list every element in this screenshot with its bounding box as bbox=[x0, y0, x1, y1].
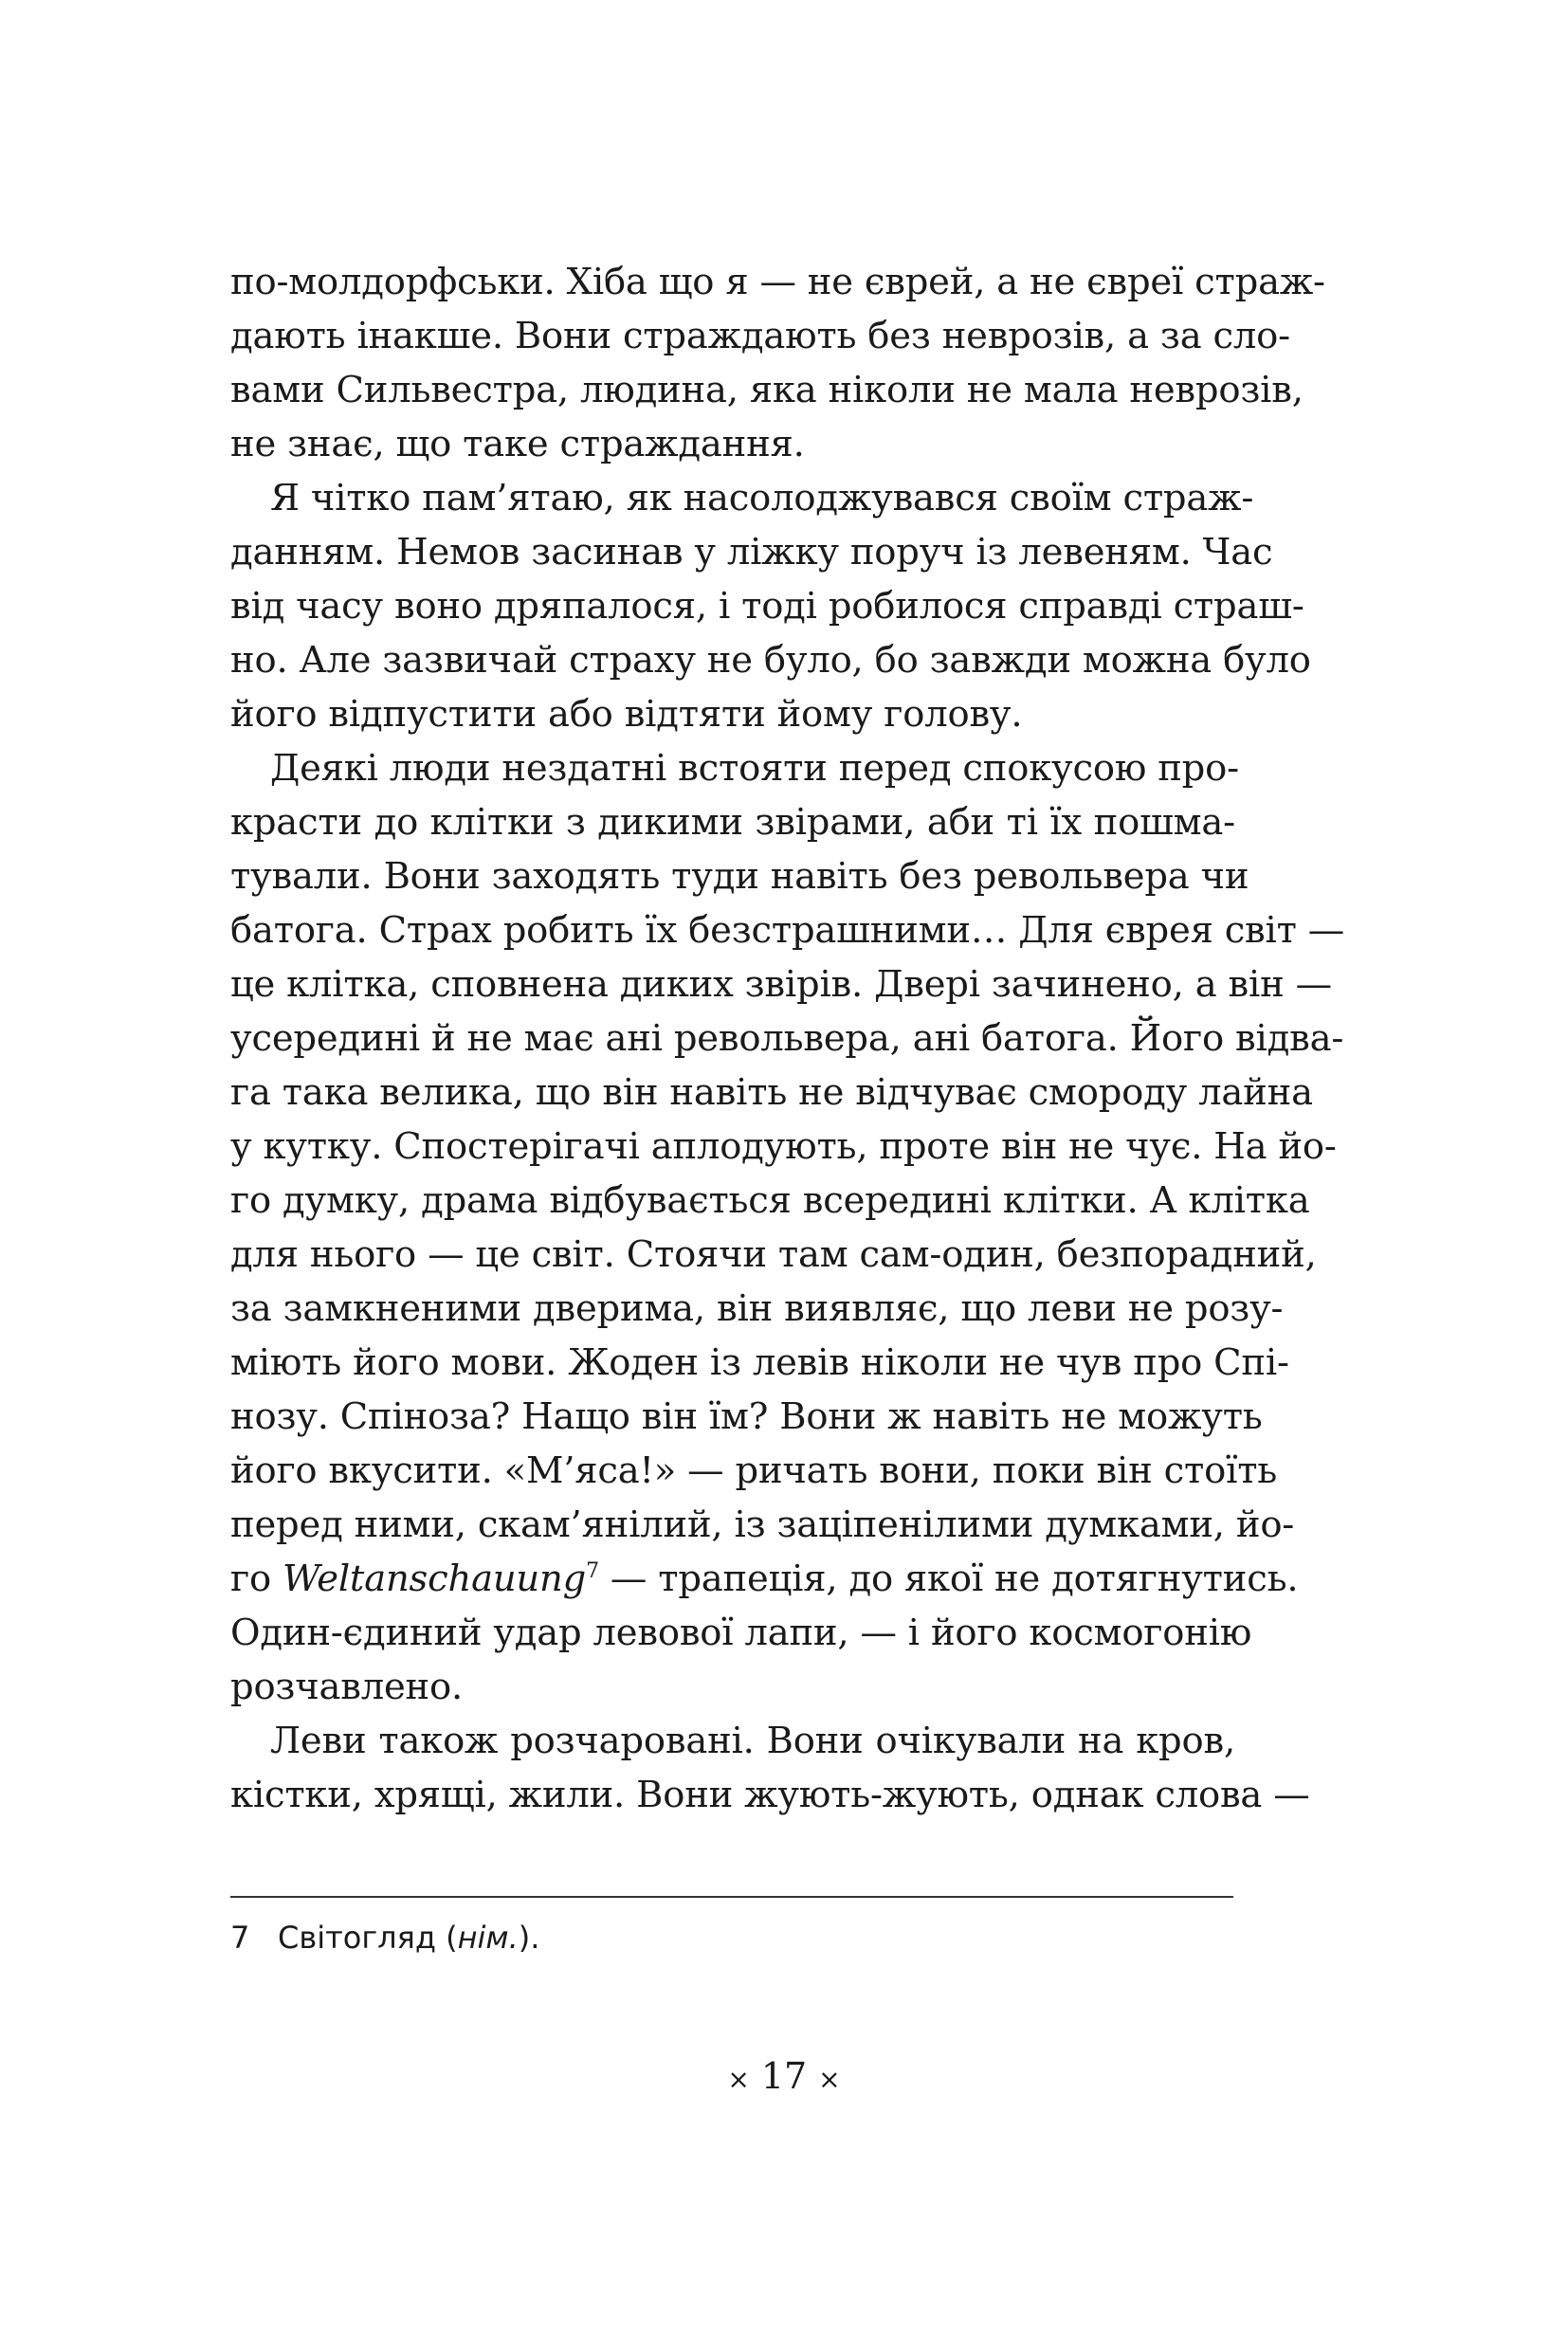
text-line: вами Сильвестра, людина, яка ніколи не мала неврозів, bbox=[230, 369, 1304, 411]
text-line: розчавлено. bbox=[230, 1666, 464, 1708]
text-line: його відпустити або відтяти йому голову. bbox=[230, 693, 1023, 736]
text-line: тували. Вони заходять туди навіть без револьвера чи bbox=[230, 855, 1249, 898]
text-line: Деякі люди нездатні встояти перед спокусою про- bbox=[270, 747, 1239, 790]
page-number: 17 bbox=[760, 2055, 808, 2097]
footnote-close: ). bbox=[518, 1920, 540, 1956]
text-line: за замкненими дверима, він виявляє, що леви не розу- bbox=[230, 1287, 1284, 1330]
footnote-ref: 7 bbox=[586, 1559, 599, 1583]
text-line: кістки, хрящі, жили. Вони жують-жують, однак слова — bbox=[230, 1774, 1310, 1816]
text-line: для нього — це світ. Стоячи там сам-один, безпорадний, bbox=[230, 1233, 1317, 1276]
text-line: го думку, драма відбувається всередині клітки. А клітка bbox=[230, 1179, 1310, 1222]
footnote-divider bbox=[230, 1896, 1233, 1898]
text-line: це клітка, сповнена диких звірів. Двері зачинено, а він — bbox=[230, 963, 1332, 1006]
ornament-left-icon: × bbox=[727, 2064, 750, 2095]
text-run: — трапеція, до якої не дотягнутись. bbox=[610, 1558, 1299, 1600]
text-line: від часу воно дряпалося, і тоді робилося справді страш- bbox=[230, 585, 1304, 628]
text-line: Леви також розчаровані. Вони очікували на кров, bbox=[270, 1720, 1235, 1762]
text-line: га така велика, що він навіть не відчуває смороду лайна bbox=[230, 1071, 1313, 1114]
text-line: данням. Немов засинав у ліжку поруч із левеням. Час bbox=[230, 531, 1273, 574]
text-line: перед ними, скам’янілий, із заціпенілими думками, йо- bbox=[230, 1503, 1295, 1546]
text-line: нозу. Спіноза? Нащо він їм? Вони ж навіть не можуть bbox=[230, 1395, 1263, 1438]
text-line: батога. Страх робить їх безстрашними… Для єврея світ — bbox=[230, 909, 1345, 952]
footnote-italic: нім. bbox=[457, 1920, 519, 1956]
text-line: но. Але зазвичай страху не було, бо завжди можна було bbox=[230, 639, 1311, 682]
text-line: Я чітко пам’ятаю, як насолоджувався своїм страж- bbox=[270, 477, 1254, 519]
text-line: міють його мови. Жоден із левів ніколи не чув про Спі- bbox=[230, 1341, 1289, 1384]
text-line: красти до клітки з дикими звірами, аби ті їх пошма- bbox=[230, 801, 1235, 844]
page-number-footer bbox=[0, 2053, 1568, 2103]
text-line: Один-єдиний удар левової лапи, — і його космогонію bbox=[230, 1612, 1252, 1654]
text-line: у кутку. Спостерігачі аплодують, проте він не чує. На йо- bbox=[230, 1125, 1337, 1168]
text-line: дають інакше. Вони страждають без неврозів, а за сло- bbox=[230, 315, 1290, 357]
text-line: усередині й не має ані револьвера, ані батога. Його відва- bbox=[230, 1017, 1344, 1060]
text-line: по-молдорфськи. Хіба що я — не єврей, а не євреї страж- bbox=[230, 261, 1325, 303]
footnote bbox=[230, 1917, 539, 1958]
text-line bbox=[230, 1557, 1299, 1602]
footnote-number: 7 bbox=[230, 1920, 250, 1956]
text-run: го bbox=[230, 1558, 271, 1600]
text-line: не знає, що таке страждання. bbox=[230, 423, 805, 465]
text-line: його вкусити. «М’яса!» — ричать вони, поки він стоїть bbox=[230, 1449, 1278, 1492]
italic-term: Weltanschauung bbox=[283, 1558, 587, 1600]
footnote-text: Світогляд ( bbox=[278, 1920, 458, 1956]
ornament-right-icon: × bbox=[818, 2064, 841, 2095]
